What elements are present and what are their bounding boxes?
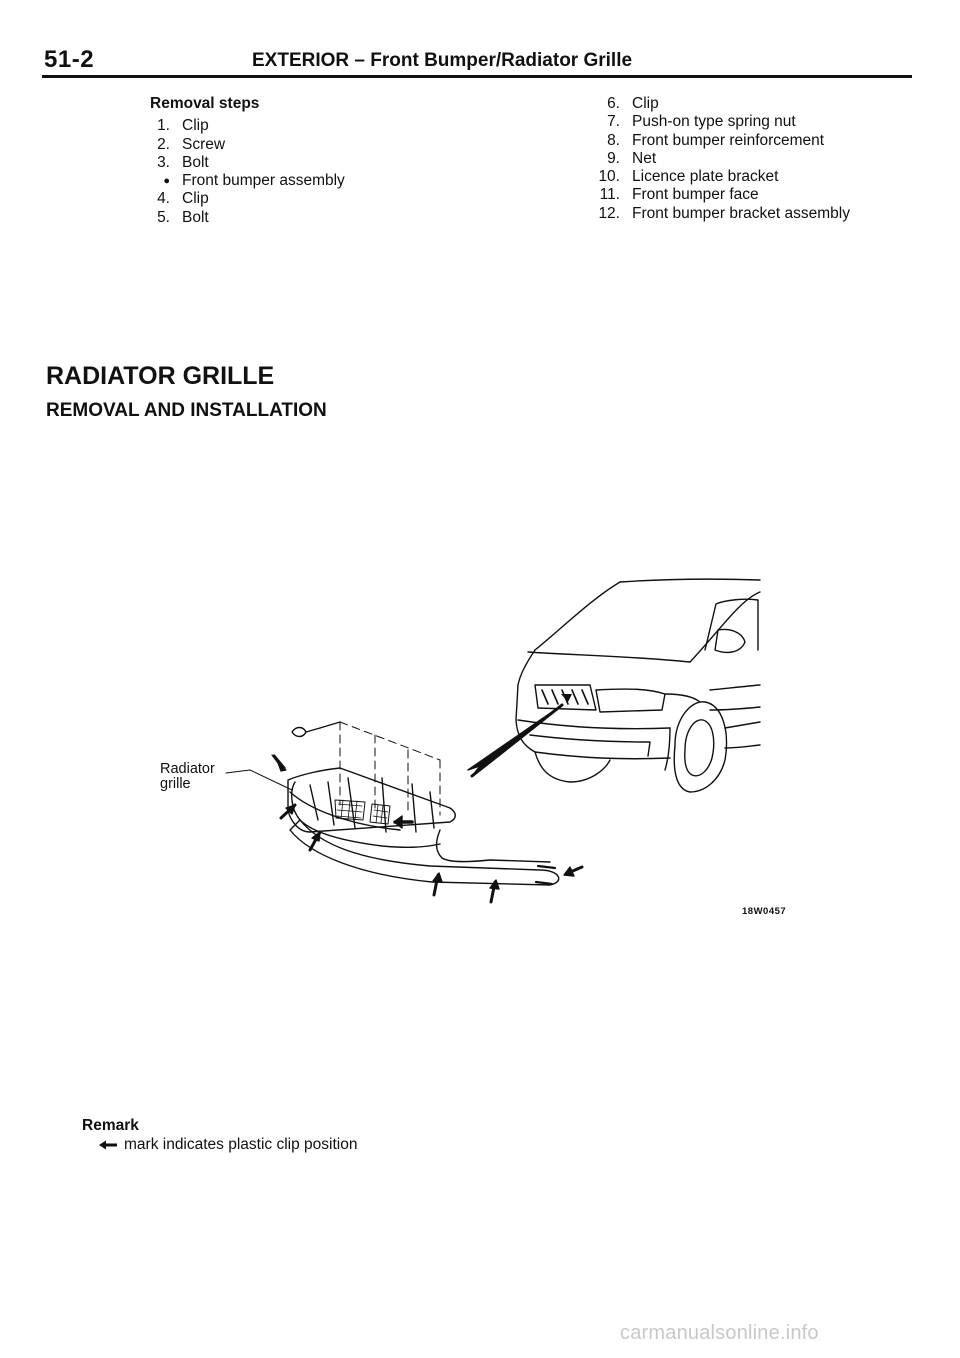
bullet-icon: ● (163, 175, 170, 188)
list-item (590, 113, 850, 131)
remark-text: mark indicates plastic clip position (124, 1136, 358, 1153)
vehicle-illustration (468, 579, 760, 792)
grille-illustration (226, 722, 582, 902)
item-label: Front bumper assembly (182, 172, 345, 190)
list-item (590, 150, 850, 168)
item-number: 4. (157, 190, 170, 208)
removal-steps-heading: Removal steps (150, 95, 260, 112)
radiator-grille-label: Radiator grille (160, 761, 215, 792)
item-number: 9. (607, 149, 620, 167)
remark-note (98, 1136, 357, 1154)
list-item (590, 168, 850, 186)
list-item (140, 136, 345, 154)
item-label: Net (632, 149, 657, 167)
item-number: 1. (157, 117, 170, 135)
item-label: Front bumper reinforcement (632, 131, 825, 149)
list-item (590, 95, 850, 113)
item-label: Licence plate bracket (632, 168, 779, 186)
item-label: Bolt (182, 208, 209, 226)
item-label: Screw (182, 135, 226, 153)
diagram-code: 18W0457 (742, 906, 787, 917)
item-number: 10. (598, 168, 620, 186)
item-number: 11. (599, 186, 620, 204)
list-item (140, 209, 345, 227)
list-item (590, 186, 850, 204)
clip-arrow-icon (98, 1140, 118, 1150)
removal-steps-right (590, 95, 850, 223)
item-label: Bolt (182, 153, 209, 171)
item-number: 3. (157, 153, 170, 171)
list-item (140, 117, 345, 135)
item-label: Front bumper bracket assembly (632, 204, 850, 222)
item-number: 12. (598, 204, 620, 222)
item-number: 2. (157, 135, 170, 153)
item-label: Push-on type spring nut (632, 113, 796, 131)
header-divider (42, 75, 912, 78)
page-header-title: EXTERIOR – Front Bumper/Radiator Grille (252, 50, 633, 71)
item-number: 5. (157, 208, 170, 226)
section-subtitle: REMOVAL AND INSTALLATION (46, 400, 327, 421)
list-item (140, 154, 345, 172)
section-title: RADIATOR GRILLE (46, 362, 275, 390)
list-item (590, 205, 850, 223)
radiator-grille-diagram (150, 570, 780, 920)
watermark: carmanualsonline.info (620, 1322, 819, 1344)
list-item (140, 190, 345, 208)
item-label: Front bumper face (632, 186, 759, 204)
item-label: Clip (182, 190, 209, 208)
list-item (590, 132, 850, 150)
item-number: 6. (607, 95, 620, 112)
removal-steps-left (140, 95, 345, 227)
page-number: 51-2 (44, 46, 95, 73)
list-item (140, 172, 345, 190)
item-label: Clip (632, 95, 659, 112)
item-label: Clip (182, 117, 209, 135)
item-number: 7. (607, 113, 620, 131)
remark-heading: Remark (82, 1117, 139, 1134)
item-number: 8. (607, 131, 620, 149)
